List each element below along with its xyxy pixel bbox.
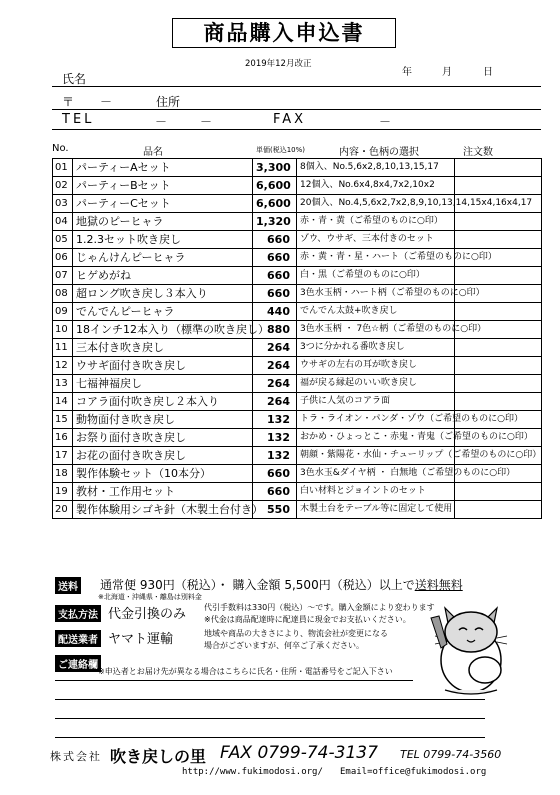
table-row xyxy=(53,267,542,285)
product-price: 6,600 xyxy=(253,195,297,213)
delivery-note-2: 場合がございますが、何卒ご了承ください。 xyxy=(204,641,364,650)
product-price: 660 xyxy=(253,231,297,249)
product-name: ウサギ面付き吹き戻し xyxy=(73,357,253,375)
product-price: 264 xyxy=(253,357,297,375)
product-description: 赤・青・黄（ご希望のものに○印） xyxy=(297,213,455,231)
shipping-badge: 送料 xyxy=(55,577,81,594)
product-description: でんでん太鼓+吹き戻し xyxy=(297,303,455,321)
quantity-field[interactable] xyxy=(455,501,542,519)
shipping-text xyxy=(100,576,463,593)
quantity-field[interactable] xyxy=(455,357,542,375)
product-description: トラ・ライオン・パンダ・ゾウ（ご希望のものに○印） xyxy=(297,411,455,429)
footer-email[interactable]: Email=office@fukimodosi.org xyxy=(340,767,487,777)
table-row xyxy=(53,159,542,177)
product-description: 12個入、No.6x4,8x4,7x2,10x2 xyxy=(297,177,455,195)
row-number: 16 xyxy=(53,429,73,447)
product-description: 20個入、No.4,5,6x2,7x2,8,9,10,13,14,15x4,16x4,17 xyxy=(297,195,455,213)
footer-tel: TEL 0799-74-3560 xyxy=(400,748,502,761)
row-number: 06 xyxy=(53,249,73,267)
quantity-field[interactable] xyxy=(455,303,542,321)
product-description: おかめ・ひょっとこ・赤鬼・青鬼（ご希望のものに○印） xyxy=(297,429,455,447)
fax-dash: － xyxy=(379,115,392,129)
product-price: 660 xyxy=(253,267,297,285)
row-number: 11 xyxy=(53,339,73,357)
product-price: 132 xyxy=(253,429,297,447)
postal-dash: － xyxy=(100,95,113,109)
payment-method: 代金引換のみ xyxy=(108,607,187,622)
company-prefix: 株式会社 xyxy=(50,750,102,763)
product-description: ウサギの左右の耳が吹き戻し xyxy=(297,357,455,375)
product-name: 教材・工作用セット xyxy=(73,483,253,501)
table-row xyxy=(53,375,542,393)
product-description: 3つに分かれる番吹き戻し xyxy=(297,339,455,357)
product-name: 製作体験用シゴキ針（木製土台付き） xyxy=(73,501,253,519)
product-name: パーティーAセット xyxy=(73,159,253,177)
product-name: 1.2.3セット吹き戻し xyxy=(73,231,253,249)
product-table xyxy=(52,158,542,519)
tel-dash-2: － xyxy=(200,115,213,129)
name-line[interactable] xyxy=(52,86,541,87)
row-number: 14 xyxy=(53,393,73,411)
contact-line-1[interactable] xyxy=(55,680,413,681)
contact-line-3[interactable] xyxy=(55,718,485,719)
row-number: 04 xyxy=(53,213,73,231)
product-price: 1,320 xyxy=(253,213,297,231)
product-name: 三本付き吹き戻し xyxy=(73,339,253,357)
free-shipping-text: 送料無料 xyxy=(414,578,463,592)
product-description: 朝顔・紫陽花・水仙・チューリップ（ご希望のものに○印） xyxy=(297,447,455,465)
footer-fax: FAX 0799-74-3137 xyxy=(220,743,378,763)
quantity-field[interactable] xyxy=(455,375,542,393)
col-name: 品名 xyxy=(143,147,163,158)
table-row xyxy=(53,177,542,195)
product-price: 3,300 xyxy=(253,159,297,177)
row-number: 15 xyxy=(53,411,73,429)
address-label: 住所 xyxy=(156,95,181,109)
product-price: 660 xyxy=(253,483,297,501)
row-number: 10 xyxy=(53,321,73,339)
delivery-carrier: ヤマト運輸 xyxy=(108,632,174,647)
table-row xyxy=(53,357,542,375)
col-desc: 内容・色柄の選択 xyxy=(339,147,419,158)
product-price: 550 xyxy=(253,501,297,519)
company-name: 吹き戻しの里 xyxy=(110,747,207,766)
postal-label: 〒 xyxy=(62,95,75,109)
quantity-field[interactable] xyxy=(455,231,542,249)
product-name: パーティーBセット xyxy=(73,177,253,195)
payment-badge: 支払方法 xyxy=(55,605,101,622)
day-label: 日 xyxy=(483,67,493,78)
shipping-note: ※北海道・沖縄県・離島は別料金 xyxy=(98,593,202,601)
product-name: 製作体験セット（10本分） xyxy=(73,465,253,483)
contact-note: ※申込者とお届け先が異なる場合はこちらに氏名・住所・電話番号をご記入下さい xyxy=(98,667,393,676)
product-name: 動物面付き吹き戻し xyxy=(73,411,253,429)
product-name: 18インチ12本入り（標準の吹き戻し） xyxy=(73,321,253,339)
row-number: 08 xyxy=(53,285,73,303)
table-row xyxy=(53,195,542,213)
row-number: 09 xyxy=(53,303,73,321)
product-description: 白・黒（ご希望のものに○印） xyxy=(297,267,455,285)
fax-label: FAX xyxy=(273,112,307,127)
table-row xyxy=(53,447,542,465)
product-name: 地獄のピーヒャラ xyxy=(73,213,253,231)
table-row xyxy=(53,393,542,411)
table-row xyxy=(53,213,542,231)
product-price: 132 xyxy=(253,447,297,465)
product-description: 3色水玉柄 ・ 7色☆柄（ご希望のものに○印） xyxy=(297,321,455,339)
contact-line-4[interactable] xyxy=(55,737,485,738)
table-row xyxy=(53,249,542,267)
product-price: 660 xyxy=(253,249,297,267)
product-price: 660 xyxy=(253,285,297,303)
product-price: 264 xyxy=(253,393,297,411)
row-number: 01 xyxy=(53,159,73,177)
row-number: 18 xyxy=(53,465,73,483)
product-price: 880 xyxy=(253,321,297,339)
payment-note-1: 代引手数料は330円（税込）～です。購入金額により変わります xyxy=(204,603,435,612)
table-row xyxy=(53,231,542,249)
payment-note-2: ※代金は商品配達時に配達員に現金でお支払いください。 xyxy=(204,615,411,624)
product-name: じゃんけんピーヒャラ xyxy=(73,249,253,267)
table-row xyxy=(53,501,542,519)
product-description: 福が戻る縁起のいい吹き戻し xyxy=(297,375,455,393)
contact-badge: ご連絡欄 xyxy=(55,655,101,672)
quantity-field[interactable] xyxy=(455,267,542,285)
row-number: 12 xyxy=(53,357,73,375)
product-price: 264 xyxy=(253,375,297,393)
quantity-field[interactable] xyxy=(455,393,542,411)
tel-label: TEL xyxy=(62,112,95,127)
row-number: 07 xyxy=(53,267,73,285)
table-row xyxy=(53,339,542,357)
lucky-cat-illustration xyxy=(415,598,527,698)
col-price: 単価(税込10%) xyxy=(256,146,306,154)
delivery-note-1: 地域や商品の大きさにより、物流会社が変更になる xyxy=(204,629,388,638)
product-description: 木製土台をテーブル等に固定して使用 xyxy=(297,501,455,519)
tel-line[interactable] xyxy=(52,129,541,130)
product-name: コアラ面付吹き戻し２本入り xyxy=(73,393,253,411)
shipping-cost-text: 通常便 930円（税込）・ 購入金額 5,500円（税込）以上で xyxy=(100,578,415,592)
row-number: 19 xyxy=(53,483,73,501)
revision-date: 2019年12月改正 xyxy=(245,59,312,69)
product-description: 子供に人気のコアラ面 xyxy=(297,393,455,411)
table-row xyxy=(53,303,542,321)
row-number: 05 xyxy=(53,231,73,249)
address-line[interactable] xyxy=(52,109,541,110)
row-number: 02 xyxy=(53,177,73,195)
row-number: 13 xyxy=(53,375,73,393)
product-description: 赤・黄・青・星・ハート（ご希望のものに○印） xyxy=(297,249,455,267)
contact-line-2[interactable] xyxy=(55,699,485,700)
product-name: でんでんピーヒャラ xyxy=(73,303,253,321)
product-name: お花の面付き吹き戻し xyxy=(73,447,253,465)
product-name: お祭り面付き吹き戻し xyxy=(73,429,253,447)
table-row xyxy=(53,411,542,429)
table-row xyxy=(53,483,542,501)
product-price: 440 xyxy=(253,303,297,321)
month-label: 月 xyxy=(442,67,452,78)
product-price: 660 xyxy=(253,465,297,483)
year-label: 年 xyxy=(402,67,412,78)
product-description: 3色水玉柄・ハート柄（ご希望のものに○印） xyxy=(297,285,455,303)
product-description: 8個入、No.5,6x2,8,10,13,15,17 xyxy=(297,159,455,177)
quantity-field[interactable] xyxy=(455,159,542,177)
product-name: パーティーCセット xyxy=(73,195,253,213)
row-number: 20 xyxy=(53,501,73,519)
product-description: 白い材料とジョイントのセット xyxy=(297,483,455,501)
product-description: 3色水玉&ダイヤ柄 ・ 白無地（ご希望のものに○印） xyxy=(297,465,455,483)
quantity-field[interactable] xyxy=(455,339,542,357)
table-row xyxy=(53,321,542,339)
col-qty: 注文数 xyxy=(463,147,493,158)
name-label: 氏名 xyxy=(62,72,87,86)
delivery-badge: 配送業者 xyxy=(55,630,101,647)
product-price: 6,600 xyxy=(253,177,297,195)
product-price: 264 xyxy=(253,339,297,357)
row-number: 17 xyxy=(53,447,73,465)
quantity-field[interactable] xyxy=(455,483,542,501)
product-name: 超ロング吹き戻し３本入り xyxy=(73,285,253,303)
table-row xyxy=(53,429,542,447)
table-row xyxy=(53,465,542,483)
quantity-field[interactable] xyxy=(455,177,542,195)
product-name: 七福神福戻し xyxy=(73,375,253,393)
tel-dash-1: － xyxy=(155,115,168,129)
product-description: ゾウ、ウサギ、三本付きのセット xyxy=(297,231,455,249)
quantity-field[interactable] xyxy=(455,213,542,231)
table-row xyxy=(53,285,542,303)
product-price: 132 xyxy=(253,411,297,429)
form-title: 商品購入申込書 xyxy=(172,18,396,48)
col-no: No. xyxy=(52,143,69,154)
product-name: ヒゲめがね xyxy=(73,267,253,285)
row-number: 03 xyxy=(53,195,73,213)
footer-url[interactable]: http://www.fukimodosi.org/ xyxy=(182,767,323,777)
